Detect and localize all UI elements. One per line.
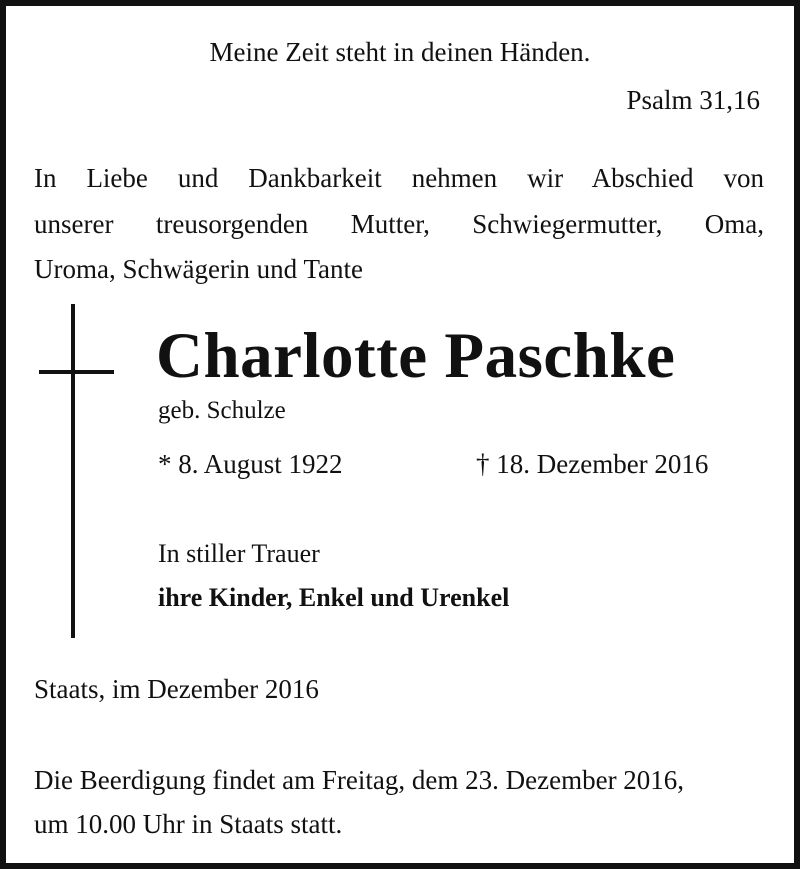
death-date: † 18. Dezember 2016 (476, 449, 709, 479)
birth-date: * 8. August 1922 (158, 449, 343, 479)
deceased-name: Charlotte Paschke (156, 320, 676, 392)
funeral-line: Die Beerdigung findet am Freitag, dem 23. Dezember 2016, (34, 765, 685, 795)
funeral-info (34, 758, 684, 846)
place-date: Staats, im Dezember 2016 (34, 674, 319, 704)
intro-line: Uroma, Schwägerin und Tante (34, 254, 364, 284)
motto-quote: Meine Zeit steht in deinen Händen. (209, 37, 591, 67)
intro-line: In Liebe und Dankbarkeit nehmen wir Abschied von (34, 163, 764, 193)
intro-paragraph (34, 156, 764, 293)
intro-line: unserer treusorgenden Mutter, Schwiegermutter, Oma, (34, 208, 764, 239)
cross-icon (71, 304, 75, 638)
verse-reference: Psalm 31,16 (626, 85, 760, 115)
mourning-phrase: In stiller Trauer (158, 539, 320, 568)
maiden-name: geb. Schulze (158, 397, 286, 424)
mourners: ihre Kinder, Enkel und Urenkel (158, 583, 510, 612)
funeral-line: um 10.00 Uhr in Staats statt. (34, 809, 343, 839)
cross-icon-bar (39, 370, 114, 374)
